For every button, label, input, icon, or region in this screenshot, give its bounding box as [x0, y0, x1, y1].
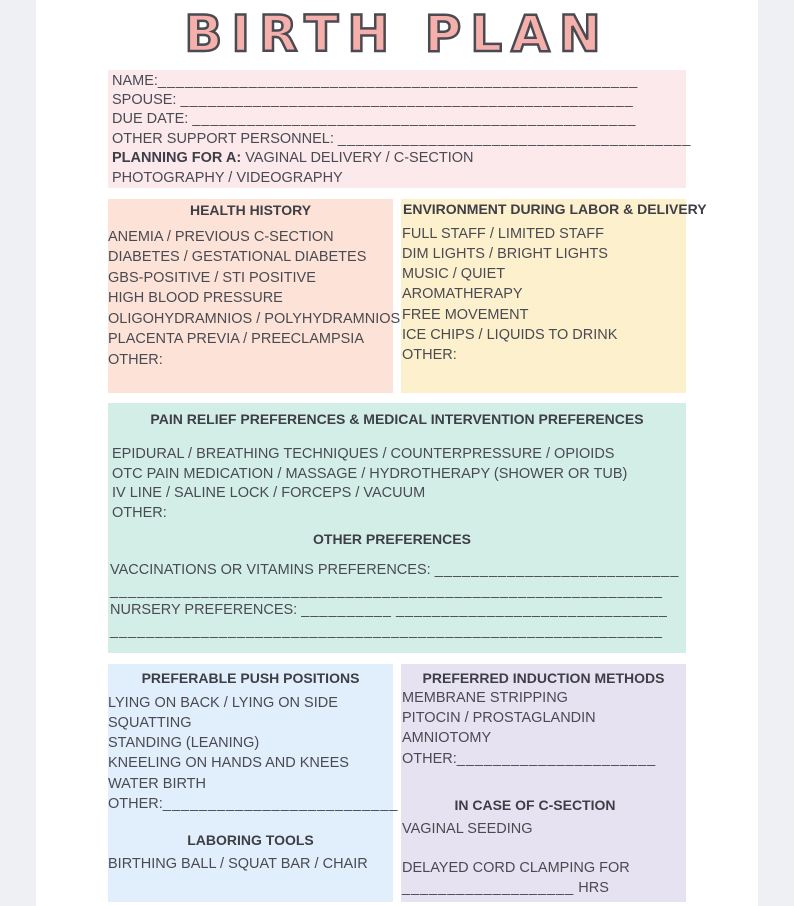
nursery-field-b[interactable]: ______________________________: [395, 602, 668, 618]
push-other-field[interactable]: __________________________: [162, 796, 399, 812]
health-history-heading: HEALTH HISTORY: [189, 202, 312, 218]
planning-row: [112, 149, 474, 167]
hrs-label: HRS: [578, 880, 609, 896]
nursery-field-a[interactable]: __________: [301, 602, 392, 618]
nursery-field-continued[interactable]: _____________________________________________________________: [110, 623, 663, 639]
push-item: STANDING (LEANING): [108, 735, 260, 751]
support-row: [112, 130, 691, 148]
environment-item: DIM LIGHTS / BRIGHT LIGHTS: [402, 246, 608, 262]
vaccinations-label: VACCINATIONS OR VITAMINS PREFERENCES:: [110, 562, 431, 578]
cord-clamping-field[interactable]: ___________________: [402, 880, 575, 896]
laboring-tools-items: BIRTHING BALL / SQUAT BAR / CHAIR: [108, 856, 368, 872]
environment-item: AROMATHERAPY: [402, 286, 523, 302]
push-other-label: OTHER:: [108, 796, 163, 812]
spouse-row: [112, 91, 634, 109]
health-item: ANEMIA / PREVIOUS C-SECTION: [108, 229, 334, 245]
vaccinations-row: [110, 561, 679, 579]
environment-item: FREE MOVEMENT: [402, 307, 529, 323]
vaginal-seeding-item: VAGINAL SEEDING: [402, 821, 533, 837]
health-other: OTHER:: [108, 352, 163, 368]
induction-other-field[interactable]: ______________________: [456, 751, 657, 767]
induction-item: MEMBRANE STRIPPING: [402, 690, 568, 706]
vaccinations-field-continued[interactable]: _____________________________________________________________: [110, 583, 663, 599]
induction-heading: PREFERRED INDUCTION METHODS: [422, 670, 665, 686]
push-item: KNEELING ON HANDS AND KNEES: [108, 755, 349, 771]
planning-value: VAGINAL DELIVERY / C-SECTION: [245, 150, 474, 166]
push-item: SQUATTING: [108, 715, 192, 731]
induction-other-label: OTHER:: [402, 751, 457, 767]
health-item: DIABETES / GESTATIONAL DIABETES: [108, 249, 367, 265]
nursery-label: NURSERY PREFERENCES:: [110, 602, 298, 618]
spouse-label: SPOUSE:: [112, 92, 177, 108]
c-section-heading: IN CASE OF C-SECTION: [454, 797, 616, 813]
pain-item: EPIDURAL / BREATHING TECHNIQUES / COUNTERPRESSURE / OPIOIDS: [112, 446, 615, 462]
page-title: BIRTH PLAN: [184, 5, 610, 63]
health-item: OLIGOHYDRAMNIOS / POLYHYDRAMNIOS: [108, 311, 401, 327]
pain-item: OTC PAIN MEDICATION / MASSAGE / HYDROTHERAPY (SHOWER OR TUB): [112, 466, 628, 482]
pain-relief-heading: PAIN RELIEF PREFERENCES & MEDICAL INTERVENTION PREFERENCES: [150, 411, 644, 427]
induction-item: PITOCIN / PROSTAGLANDIN: [402, 710, 596, 726]
push-item: LYING ON BACK / LYING ON SIDE: [108, 695, 338, 711]
due-date-field[interactable]: _________________________________________________: [192, 111, 637, 127]
name-field[interactable]: _____________________________________________________: [157, 73, 639, 89]
health-item: GBS-POSITIVE / STI POSITIVE: [108, 270, 316, 286]
vaccinations-field[interactable]: ___________________________: [434, 562, 680, 578]
planning-label: PLANNING FOR A:: [112, 150, 242, 166]
environment-item: MUSIC / QUIET: [402, 266, 506, 282]
environment-heading: ENVIRONMENT DURING LABOR & DELIVERY: [403, 201, 707, 217]
environment-item: FULL STAFF / LIMITED STAFF: [402, 226, 604, 242]
spouse-field[interactable]: __________________________________________________: [180, 92, 634, 108]
due-date-label: DUE DATE:: [112, 111, 189, 127]
laboring-tools-heading: LABORING TOOLS: [187, 832, 314, 848]
environment-other: OTHER:: [402, 347, 457, 363]
push-other-row: [108, 795, 398, 813]
induction-other-row: [402, 750, 656, 768]
cord-clamping-item: DELAYED CORD CLAMPING FOR: [402, 860, 630, 876]
name-row: [112, 72, 638, 90]
nursery-row: [110, 601, 668, 619]
other-preferences-heading: OTHER PREFERENCES: [313, 531, 471, 547]
health-item: PLACENTA PREVIA / PREECLAMPSIA: [108, 331, 364, 347]
name-label: NAME:: [112, 73, 158, 89]
environment-item: ICE CHIPS / LIQUIDS TO DRINK: [402, 327, 618, 343]
due-date-row: [112, 110, 636, 128]
pain-item: IV LINE / SALINE LOCK / FORCEPS / VACUUM: [112, 485, 426, 501]
push-positions-heading: PREFERABLE PUSH POSITIONS: [141, 670, 360, 686]
push-item: WATER BIRTH: [108, 776, 207, 792]
photography-row: PHOTOGRAPHY / VIDEOGRAPHY: [112, 170, 343, 186]
support-label: OTHER SUPPORT PERSONNEL:: [112, 131, 334, 147]
pain-other: OTHER:: [112, 505, 167, 521]
support-field[interactable]: _______________________________________: [337, 131, 692, 147]
cord-clamping-row: [402, 879, 609, 897]
induction-item: AMNIOTOMY: [402, 730, 492, 746]
health-item: HIGH BLOOD PRESSURE: [108, 290, 283, 306]
